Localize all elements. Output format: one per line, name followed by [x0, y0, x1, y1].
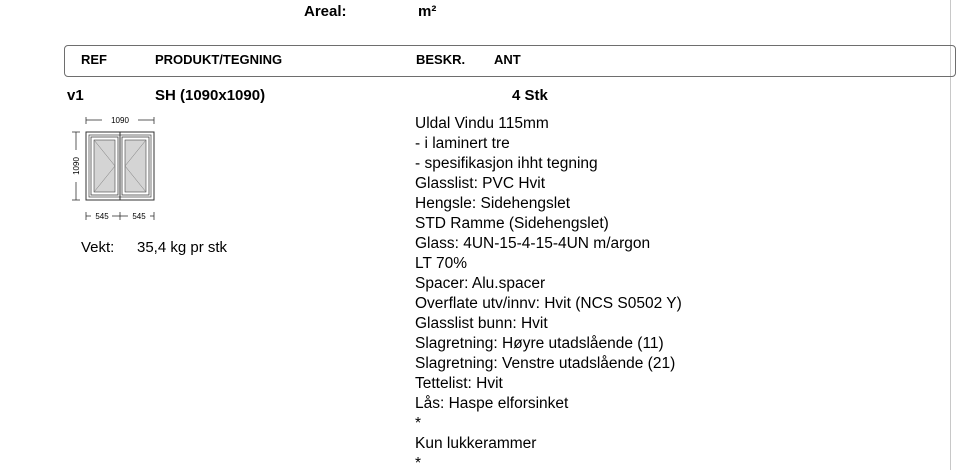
areal-unit: m² — [418, 3, 437, 20]
description-line: Glasslist: PVC Hvit — [415, 175, 546, 192]
window-drawing — [66, 112, 178, 230]
description-line: Glass: 4UN-15-4-15-4UN m/argon — [415, 235, 651, 252]
description-line: Uldal Vindu 115mm — [415, 115, 549, 132]
window-frame — [86, 132, 154, 200]
header-produkt: PRODUKT/TEGNING — [155, 52, 283, 67]
item-ref: v1 — [67, 87, 84, 104]
description-line: Overflate utv/innv: Hvit (NCS S0502 Y) — [415, 295, 682, 312]
weight-label: Vekt: — [81, 239, 115, 256]
description-line: Tettelist: Hvit — [415, 375, 503, 392]
height-dim-label: 1090 — [72, 157, 81, 175]
item-antall: 4 Stk — [512, 87, 548, 104]
description-line: - i laminert tre — [415, 135, 510, 152]
header-ant: ANT — [494, 52, 521, 67]
description-line: Kun lukkerammer — [415, 435, 537, 452]
item-produkt: SH (1090x1090) — [155, 87, 266, 104]
description-line: * — [415, 455, 422, 472]
description-line: STD Ramme (Sidehengslet) — [415, 215, 609, 232]
description-line: Slagretning: Venstre utadslående (21) — [415, 355, 676, 372]
description-line: Glasslist bunn: Hvit — [415, 315, 548, 332]
width-dim-label: 1090 — [111, 116, 129, 125]
areal-label: Areal: — [304, 3, 347, 20]
description-line: Hengsle: Sidehengslet — [415, 195, 571, 212]
description-line: - spesifikasjon ihht tegning — [415, 155, 598, 172]
left-sash-dim-label: 545 — [95, 212, 109, 221]
description-line: * — [415, 415, 422, 432]
description-line: Lås: Haspe elforsinket — [415, 395, 569, 412]
weight-value: 35,4 kg pr stk — [137, 239, 228, 256]
description-line: LT 70% — [415, 255, 467, 272]
description-line: Slagretning: Høyre utadslående (11) — [415, 335, 664, 352]
header-ref: REF — [81, 52, 107, 67]
header-beskr: BESKR. — [416, 52, 466, 67]
item-description — [415, 114, 682, 474]
description-line: Spacer: Alu.spacer — [415, 275, 546, 292]
right-sash-dim-label: 545 — [132, 212, 146, 221]
